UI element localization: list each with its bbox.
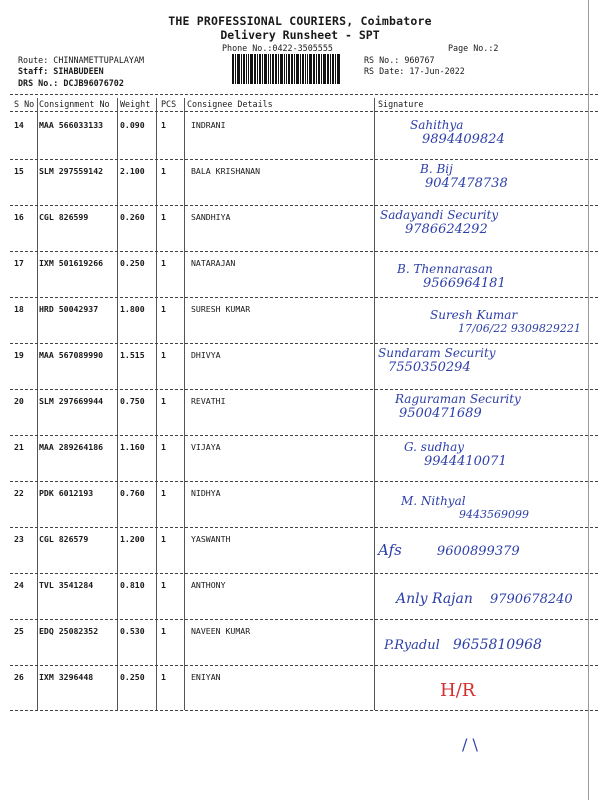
- col-signature: Signature: [378, 99, 424, 109]
- row-weight: 0.260: [120, 212, 145, 222]
- row-sno: 26: [14, 672, 24, 682]
- row-pcs: 1: [161, 534, 166, 544]
- table-row: [10, 344, 598, 390]
- row-weight: 0.750: [120, 396, 145, 406]
- col-pcs: PCS: [161, 99, 177, 109]
- col-consignment: Consignment No: [39, 99, 110, 109]
- row-weight: 0.760: [120, 488, 145, 498]
- col-consignee: Consignee Details: [187, 99, 273, 109]
- row-weight: 1.200: [120, 534, 145, 544]
- row-consignee: NAVEEN KUMAR: [191, 626, 251, 636]
- signature-phone: 9790678240: [489, 592, 573, 607]
- row-weight: 1.160: [120, 442, 145, 452]
- row-consignee: BALA KRISHANAN: [191, 166, 261, 176]
- handwritten-signature: [378, 540, 520, 559]
- signature-name: M. Nithyal: [401, 494, 466, 508]
- handwritten-signature: [385, 162, 508, 191]
- row-consignment: SLM 297669944: [39, 396, 104, 406]
- signature-phone: 9655810968: [452, 637, 542, 653]
- page-edge: [588, 0, 589, 800]
- signature-phone: 9944410071: [424, 454, 507, 469]
- staff: Staff: SIHABUDEEN: [18, 66, 104, 76]
- row-consignee: DHIVYA: [191, 350, 221, 360]
- signature-name: Anly Rajan: [396, 591, 473, 607]
- row-consignee: YASWANTH: [191, 534, 231, 544]
- row-sno: 14: [14, 120, 24, 130]
- row-weight: 0.810: [120, 580, 145, 590]
- row-weight: 0.090: [120, 120, 145, 130]
- signature-phone: 9786624292: [405, 222, 488, 237]
- row-consignment: TVL 3541284: [39, 580, 94, 590]
- signature-phone: 9047478738: [425, 176, 508, 191]
- barcode: [232, 54, 350, 84]
- row-sno: 18: [14, 304, 24, 314]
- handwritten-signature: [378, 346, 496, 375]
- table-row: [10, 436, 598, 482]
- row-weight: 2.100: [120, 166, 145, 176]
- row-consignment: EDQ 25082352: [39, 626, 99, 636]
- table-row: [10, 114, 598, 160]
- row-consignment: SLM 297559142: [39, 166, 104, 176]
- row-consignee: ANTHONY: [191, 580, 226, 590]
- rs-number: RS No.: 960767: [364, 55, 435, 65]
- row-pcs: 1: [161, 304, 166, 314]
- row-weight: 0.250: [120, 672, 145, 682]
- row-consignee: REVATHI: [191, 396, 226, 406]
- table-header-rule: [10, 111, 598, 112]
- signature-phone: 7550350294: [388, 360, 471, 375]
- row-sno: 22: [14, 488, 24, 498]
- signature-name: Sundaram Security: [378, 346, 496, 360]
- row-sno: 25: [14, 626, 24, 636]
- row-weight: 0.530: [120, 626, 145, 636]
- row-pcs: 1: [161, 166, 166, 176]
- signature-phone: 9566964181: [423, 276, 506, 291]
- handwritten-signature: [395, 392, 521, 421]
- handwritten-signature: [440, 680, 475, 701]
- handwritten-signature: [385, 262, 506, 291]
- signature-phone: 9500471689: [399, 406, 482, 421]
- col-sno: S No: [14, 99, 35, 109]
- signature-phone: 9894409824: [422, 132, 505, 147]
- signature-name: Raguraman Security: [395, 392, 521, 406]
- row-divider: [10, 710, 598, 711]
- handwritten-signature: [410, 118, 505, 147]
- row-sno: 24: [14, 580, 24, 590]
- row-weight: 1.515: [120, 350, 145, 360]
- col-weight: Weight: [120, 99, 151, 109]
- row-pcs: 1: [161, 626, 166, 636]
- handwritten-signature: [395, 494, 529, 521]
- row-pcs: 1: [161, 212, 166, 222]
- phone-number: Phone No.:0422-3505555: [222, 43, 333, 53]
- row-consignment: HRD 50042937: [39, 304, 99, 314]
- signature-name: P.Ryadul: [384, 638, 440, 653]
- row-sno: 23: [14, 534, 24, 544]
- row-sno: 16: [14, 212, 24, 222]
- signature-name: B. Bij: [420, 162, 453, 176]
- signature-name: Afs: [378, 541, 402, 559]
- row-consignee: ENIYAN: [191, 672, 221, 682]
- row-pcs: 1: [161, 396, 166, 406]
- row-sno: 19: [14, 350, 24, 360]
- row-sno: 15: [14, 166, 24, 176]
- signature-name: H/R: [440, 680, 476, 701]
- signature-name: B. Thennarasan: [397, 262, 493, 276]
- document-title: Delivery Runsheet - SPT: [220, 28, 380, 42]
- signature-phone: 9443569099: [459, 508, 529, 521]
- row-pcs: 1: [161, 350, 166, 360]
- row-consignment: MAA 289264186: [39, 442, 104, 452]
- row-pcs: 1: [161, 120, 166, 130]
- pen-mark-icon: / \: [462, 735, 478, 754]
- row-consignee: SURESH KUMAR: [191, 304, 251, 314]
- table-top-rule: [10, 94, 598, 95]
- row-weight: 0.250: [120, 258, 145, 268]
- table-row: [10, 666, 598, 712]
- row-pcs: 1: [161, 258, 166, 268]
- row-consignee: VIJAYA: [191, 442, 221, 452]
- row-sno: 20: [14, 396, 24, 406]
- signature-name: Suresh Kumar: [430, 308, 518, 322]
- row-sno: 21: [14, 442, 24, 452]
- row-consignment: MAA 567089990: [39, 350, 104, 360]
- handwritten-signature: [400, 440, 507, 469]
- rs-date: RS Date: 17-Jun-2022: [364, 66, 465, 76]
- row-consignee: NIDHYA: [191, 488, 221, 498]
- row-consignee: INDRANI: [191, 120, 226, 130]
- drs-number: DRS No.: DCJB96076702: [18, 78, 124, 88]
- row-consignment: IXM 3296448: [39, 672, 94, 682]
- company-name: THE PROFESSIONAL COURIERS, Coimbatore: [168, 14, 432, 28]
- row-weight: 1.800: [120, 304, 145, 314]
- handwritten-signature: [396, 588, 573, 607]
- row-consignment: CGL 826579: [39, 534, 89, 544]
- row-pcs: 1: [161, 580, 166, 590]
- signature-phone: 17/06/22 9309829221: [458, 322, 581, 335]
- row-pcs: 1: [161, 488, 166, 498]
- table-row: [10, 252, 598, 298]
- signature-name: Sadayandi Security: [380, 208, 499, 222]
- row-consignment: MAA 566033133: [39, 120, 104, 130]
- table-row: [10, 206, 598, 252]
- row-sno: 17: [14, 258, 24, 268]
- signature-name: Sahithya: [410, 118, 464, 132]
- handwritten-signature: [402, 308, 581, 335]
- table-row: [10, 160, 598, 206]
- signature-phone: 9600899379: [436, 544, 520, 559]
- row-consignment: PDK 6012193: [39, 488, 94, 498]
- row-pcs: 1: [161, 442, 166, 452]
- row-consignment: IXM 501619266: [39, 258, 104, 268]
- row-pcs: 1: [161, 672, 166, 682]
- row-consignment: CGL 826599: [39, 212, 89, 222]
- page-number: Page No.:2: [448, 43, 499, 53]
- route: Route: CHINNAMETTUPALAYAM: [18, 55, 145, 65]
- handwritten-signature: [380, 208, 498, 237]
- handwritten-signature: [384, 634, 542, 653]
- row-consignee: SANDHIYA: [191, 212, 231, 222]
- signature-name: G. sudhay: [404, 440, 465, 454]
- row-consignee: NATARAJAN: [191, 258, 236, 268]
